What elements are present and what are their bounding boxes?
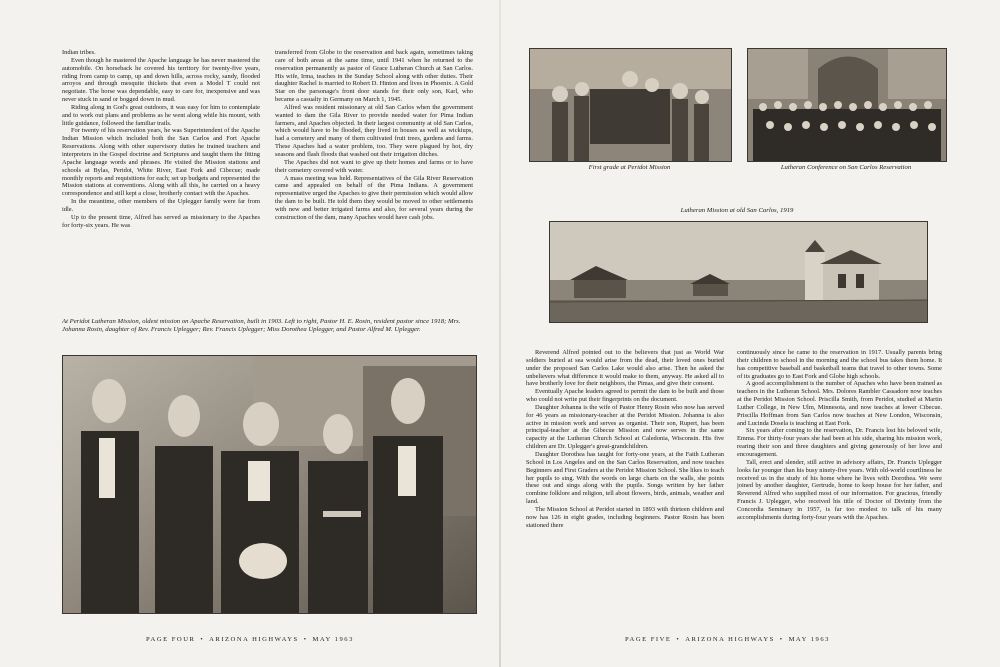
family-photo-image bbox=[63, 356, 476, 613]
left-page-footer: PAGE FOUR • ARIZONA HIGHWAYS • MAY 1963 bbox=[146, 636, 354, 643]
page-number: PAGE FIVE bbox=[625, 636, 672, 643]
magazine-name: ARIZONA HIGHWAYS bbox=[685, 636, 775, 643]
left-page-column-2 bbox=[275, 49, 473, 307]
paragraph: Indian tribes. bbox=[62, 49, 96, 56]
first-grade-caption: First grade at Peridot Mission bbox=[588, 164, 671, 171]
old-san-carlos-image bbox=[550, 222, 927, 322]
old-san-carlos-mission-photo bbox=[549, 221, 928, 323]
uplegger-family-photo bbox=[62, 355, 477, 614]
paragraph: Riding along in God's great outdoors, it was easy for him to contemplate and to work out plans and problems as he went along while his mount, with little guidance, followed the familiar trails. bbox=[62, 103, 260, 127]
right-page-column-1 bbox=[526, 349, 724, 609]
paragraph: transferred from Globe to the reservation and back again, sometimes taking care of both areas at the same time, until 1941 when he returned to the reservation permanently as pastor of Grace Lutheran Church at San Carlos. His wife, Irma, teaches in the Sunday School along with other duties. Their daughter Rachel is married to Robert D. Hinton and lives in Phoenix. A Gold Star on the parsonage's front door stands for their only son, Karl, who became a casualty in Germany on March 1, 1945. bbox=[275, 49, 473, 104]
paragraph: Even though he mastered the Apache language he has never mastered the automobile. On horseback he covered his territory for twenty-five years, riding from camp to camp, up and down hills, across rocky, sandy, flooded arroyos and through mesquite thickets that even a Model T could not negotiate. The horse was dependable, easy to care for, inexpensive and was never stuck in sand or bogged down in mud. bbox=[62, 56, 260, 104]
page-gutter bbox=[499, 0, 501, 667]
paragraph: Up to the present time, Alfred has served as missionary to the Apaches for forty-six years. He was bbox=[62, 213, 260, 229]
paragraph: The Apaches did not want to give up their homes and farms or to have their cemetery covered with water. bbox=[275, 158, 473, 174]
paragraph: Tall, erect and slender, still active in advisory affairs, Dr. Francis Uplegger looks far younger than his busy ninety-five years. With old-world courtliness he received us in the study of his home where he lives with Dorothea. We were joined by another daughter, Gertrude, home to keep house for her father, and Reverend Alfred who supplied most of our information. For gracious, friendly Francis J. Uplegger, who received his title of Doctor of Divinity from the Concordia Seminary in 1957, is far too modest to talk of his many accomplishments during forty-four years with the Apaches. bbox=[737, 458, 942, 521]
page-number: PAGE FOUR bbox=[146, 636, 196, 643]
paragraph: The Mission School at Peridot started in 1893 with thirteen children and now has 126 in eight grades, including beginners. Pastor Rosin has been stationed there bbox=[526, 505, 724, 529]
issue-date: MAY 1963 bbox=[788, 636, 830, 643]
paragraph: Six years after coming to the reservation, Dr. Francis lost his beloved wife, Emma. For thirty-four years she had been at his side, sharing his mission work, rearing their son and three daughters and giving generously of her love and encouragement. bbox=[737, 427, 942, 458]
paragraph: Daughter Dorothea has taught for forty-one years, at the Faith Lutheran School in Los Angeles and on the San Carlos Reservation, and now teaches Beginners and First Graders at the Peridot Mission School. She likes to teach her pupils to sing. With the words on large charts on the walls, she points these out and sings along with the pupils. Songs written by her father combine folklore and religion, tell about flowers, birds, animals, weather and land. bbox=[526, 450, 724, 506]
paragraph: continuously since he came to the reservation in 1917. Usually parents bring their children to school in the morning and the school bus takes them home. It has competitive baseball and basketball teams that travel to other towns. Some of its graduates go to East Fork and Globe high schools. bbox=[737, 349, 942, 380]
conference-caption: Lutheran Conference on San Carlos Reservation bbox=[780, 164, 912, 171]
right-page-column-2 bbox=[737, 349, 942, 609]
right-page-footer: PAGE FIVE • ARIZONA HIGHWAYS • MAY 1963 bbox=[625, 636, 830, 643]
paragraph: In the meantime, other members of the Uplegger family were far from idle. bbox=[62, 198, 260, 213]
paragraph: For twenty of his reservation years, he was Superintendent of the Apache Indian Mission which included both the San Carlos and Fort Apache Reservations. Along with other supervisory duties he trained teachers and interpreters in the Gospel doctrine and Scriptures and taught them the fitting Apache language words and phrases. He visited the Mission stations and schools at Bylas, Peridot, White River, East Fork and Cibecue; made monthly reports and requisitions for each; set up budgets and represented the Mission stations at conventions. Along with all this, he carried on a heavy correspondence and still kept a close, brotherly contact with the Apaches. bbox=[62, 127, 260, 198]
issue-date: MAY 1963 bbox=[312, 636, 354, 643]
lutheran-conference-photo bbox=[747, 48, 947, 162]
paragraph: A mass meeting was held. Representatives of the Gila River Reservation came and appealed on behalf of the Pima Indians. A government representative urged the Apaches to give their permission which would allow the dam to be built. He told them they would be moved to other settlements with new and better irrigated farms and also, for several years during the construction of the dam, many Apaches would have cash jobs. bbox=[275, 174, 473, 221]
left-page-column-1 bbox=[62, 49, 260, 307]
family-photo-caption: At Peridot Lutheran Mission, oldest mission on Apache Reservation, built in 1903. Left to right, Pastor H. E. Rosin, resident pastor since 1918; Mrs. Johanna Rosin, daughter of Rev. Francis Uplegger; Rev. Francis Uplegger; Miss Dorothea Uplegger, and Pastor Alfred M. Uplegger. bbox=[62, 318, 461, 334]
paragraph: A good accomplishment is the number of Apaches who have been trained as teachers in the Lutheran School. Mrs. Dolores Rambler Cassadore now teaches at the Peridot Mission School. Priscilla Smith, from Peridot, studied at Martin Luther College, in New Ulm, Minnesota, and now teaches at lower Cibecue. Priscilla Hoffman from San Carlos now teaches at New London, Wisconsin, and Lucinda Dosela is teaching at East Fork. bbox=[737, 380, 942, 427]
conference-image bbox=[748, 49, 946, 161]
first-grade-image bbox=[530, 49, 731, 161]
old-san-carlos-caption: Lutheran Mission at old San Carlos, 1919 bbox=[680, 207, 794, 214]
paragraph: Reverend Alfred pointed out to the believers that just as World War soldiers buried at sea would arise from the dead, their loved ones buried under the proposed San Carlos Lake would also arise. Then he asked the unbelievers what difference it would make to them, anyway. He asked all to have brotherly love for their neighbors, the Pimas, and give their consent. bbox=[526, 349, 724, 388]
magazine-name: ARIZONA HIGHWAYS bbox=[209, 636, 299, 643]
paragraph: Eventually Apache leaders agreed to permit the dam to be built and those who could not write put their fingerprints on the document. bbox=[526, 388, 724, 404]
paragraph: Daughter Johanna is the wife of Pastor Henry Rosin who now has served for 46 years as missionary-teacher at the Peridot Mission. Johanna is also active in mission work and serves as organist. Their son, Rupert, has been principal-teacher at the Gibecue Mission and now serves in the same capacity at the Lutheran Church School at Caledonia, Wisconsin. His five children are Dr. Uplegger's great-grandchildren. bbox=[526, 403, 724, 451]
paragraph: Alfred was resident missionary at old San Carlos when the government wanted to dam the Gila River to provide needed water for Pima Indian farmers, and Apaches objected. In their largest community at old San Carlos, which would have to be flooded, they lived in houses as well as wickiups, had a cemetery and many of them cultivated fruit trees, gardens and farms. These Apaches had a water problem, too. They were plagued by hot, dry seasons and flash floods that washed out their irrigation ditches. bbox=[275, 103, 473, 158]
first-grade-photo bbox=[529, 48, 732, 162]
